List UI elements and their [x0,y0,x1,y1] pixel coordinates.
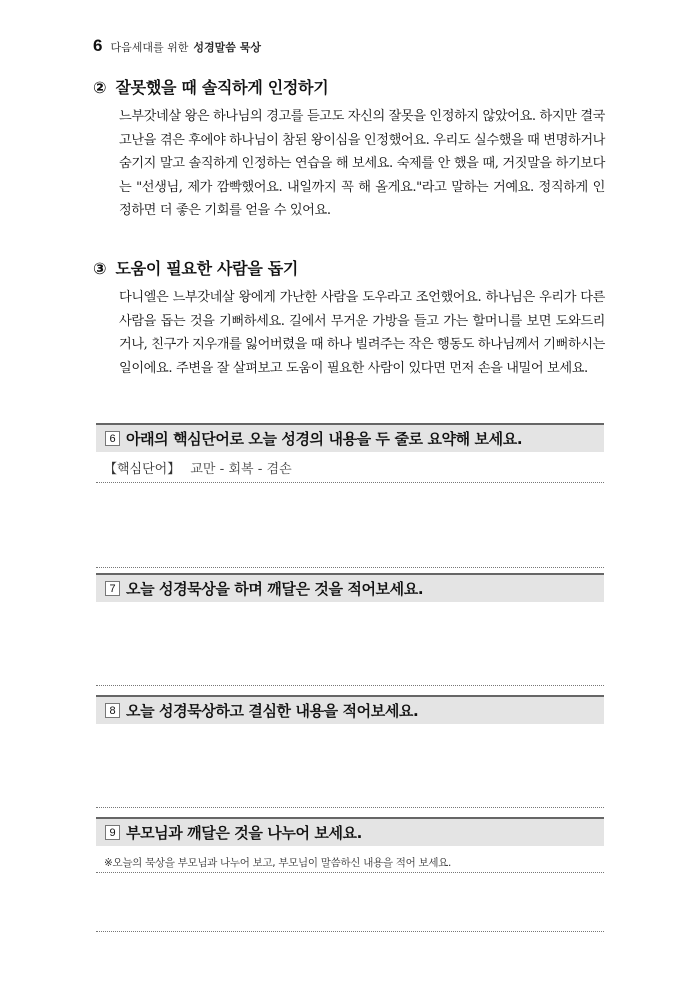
question-8-title: 오늘 성경묵상하고 결심한 내용을 적어보세요. [126,702,419,720]
page-header [93,36,261,58]
question-7-number: 7 [105,581,120,596]
question-6-title: 아래의 핵심단어로 오늘 성경의 내용을 두 줄로 요약해 보세요. [126,430,523,448]
question-9-number: 9 [105,825,120,840]
answer-line[interactable] [96,931,604,932]
section-2-heading: 잘못했을 때 솔직하게 인정하기 [115,78,329,97]
section-2-paragraph: 느부갓네살 왕은 하나님의 경고를 듣고도 자신의 잘못을 인정하지 않았어요. 하지만 결국 고난을 겪은 후에야 하나님이 참된 왕이심을 인정했어요. 우리도 실수했을 때 변명하거나 숨기지 말고 솔직하게 인정하는 연습을 해 보세요. 숙제를 안 했을 때, 거짓말을 하기보다는 "선생님, 제가 깜빡했어요. 내일까지 꼭 해 올게요."라고 말하는 거예요. 정직하게 인정하면 더 좋은 기회를 얻을 수 있어요. [119,109,605,219]
answer-line[interactable] [96,872,604,873]
question-7-title: 오늘 성경묵상을 하며 깨달은 것을 적어보세요. [126,580,424,598]
question-8-number: 8 [105,703,120,718]
page-number: 6 [93,36,103,55]
section-3-title [93,256,298,279]
question-9-title: 부모님과 깨달은 것을 나누어 보세요. [126,824,362,842]
answer-line[interactable] [96,567,604,568]
question-6-bar [96,423,604,452]
section-3-number: ③ [93,259,107,278]
question-9-bar [96,817,604,846]
section-3-paragraph: 다니엘은 느부갓네살 왕에게 가난한 사람을 도우라고 조언했어요. 하나님은 우리가 다른 사람을 돕는 것을 기뻐하세요. 길에서 무거운 가방을 들고 가는 할머니를 보면 도와드리거나, 친구가 지우개를 잃어버렸을 때 하나 빌려주는 작은 행동도 하나님께서 기뻐하시는 일이에요. 주변을 잘 살펴보고 도움이 필요한 사람이 있다면 먼저 손을 내밀어 보세요. [119,290,605,376]
keyword-list: 교만 - 회복 - 겸손 [190,462,292,477]
keyword-label: 【핵심단어】 [104,462,181,477]
section-3-heading: 도움이 필요한 사람을 돕기 [115,259,299,278]
answer-line[interactable] [96,482,604,483]
book-title: 성경말씀 묵상 [193,41,261,54]
question-6-number: 6 [105,431,120,446]
section-2-title [93,75,328,98]
question-8-bar [96,695,604,724]
question-7-bar [96,573,604,602]
keyword-row [104,458,292,477]
section-2-number: ② [93,78,107,97]
series-label: 다음세대를 위한 [110,41,189,54]
answer-line[interactable] [96,807,604,808]
answer-line[interactable] [96,685,604,686]
question-9-note: ※오늘의 묵상을 부모님과 나누어 보고, 부모님이 말씀하신 내용을 적어 보세요. [104,857,452,869]
